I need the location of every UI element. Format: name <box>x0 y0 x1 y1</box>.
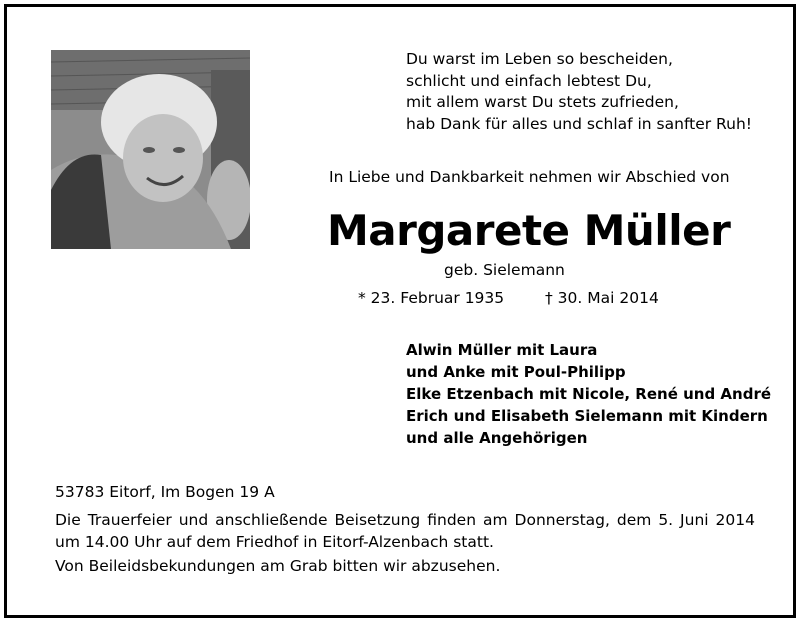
poem-line: schlicht und einfach lebtest Du, <box>406 71 652 90</box>
poem <box>406 49 752 135</box>
birth-date: * 23. Februar 1935 <box>358 289 505 307</box>
poem-line: mit allem warst Du stets zufrieden, <box>406 93 679 111</box>
maiden-name: geb. Sielemann <box>444 261 565 279</box>
deceased-name: Margarete Müller <box>327 206 731 255</box>
portrait-photo <box>51 50 250 249</box>
condolence-request: Von Beileidsbekundungen am Grab bitten wir abzusehen. <box>55 557 501 575</box>
mourner-line: und Anke mit Poul-Philipp <box>406 363 626 381</box>
poem-line: Du warst im Leben so bescheiden, <box>406 50 673 68</box>
mourner-line: und alle Angehörigen <box>406 429 588 447</box>
mourner-line: Elke Etzenbach mit Nicole, René und André <box>406 385 772 403</box>
family-address: 53783 Eitorf, Im Bogen 19 A <box>55 483 275 501</box>
mourners-list <box>406 339 771 449</box>
death-date: † 30. Mai 2014 <box>545 289 659 307</box>
farewell-intro: In Liebe und Dankbarkeit nehmen wir Abschied von <box>329 168 730 186</box>
poem-line: hab Dank für alles und schlaf in sanfter Ruh! <box>406 114 752 133</box>
mourner-line: Erich und Elisabeth Sielemann mit Kindern <box>406 407 768 425</box>
mourner-line: Alwin Müller mit Laura <box>406 341 598 359</box>
funeral-details: Die Trauerfeier und anschließende Beisetzung finden am Donnerstag, dem 5. Juni 2014 um 14.00 Uhr auf dem Friedhof in Eitorf-Alzenbach statt. <box>55 511 755 551</box>
